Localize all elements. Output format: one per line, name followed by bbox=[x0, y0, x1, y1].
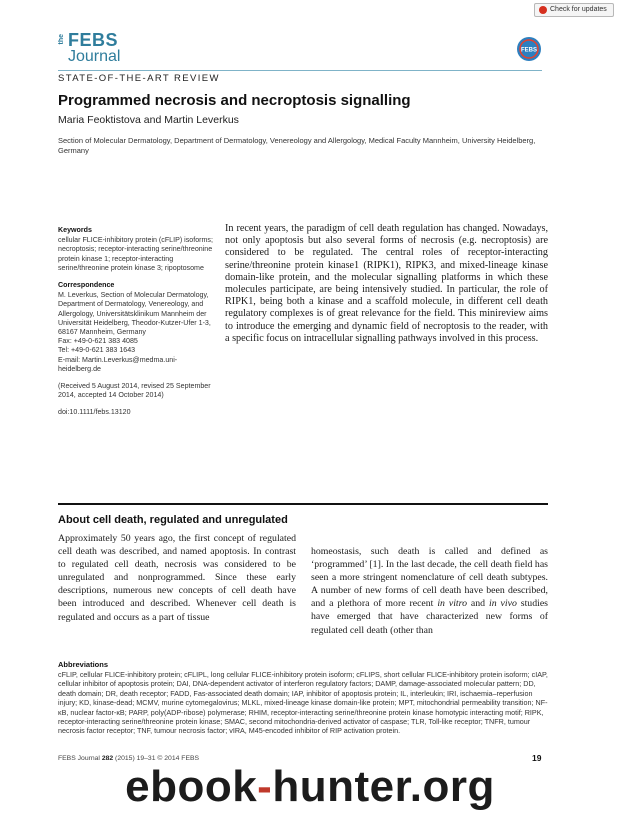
correspondence-address: M. Leverkus, Section of Molecular Dermatology, Department of Dermatology, Venereology, and Allergology, Universitätsklinikum Mannheim der Universität Heidelberg, Theodor-Kutzer-Ufer 1-3, 68167 Mannheim, Germany bbox=[58, 291, 211, 337]
body-column-right bbox=[311, 545, 548, 637]
logo-journal: Journal bbox=[68, 48, 121, 65]
article-title: Programmed necrosis and necroptosis signalling bbox=[58, 92, 411, 109]
body-right-part-b: and bbox=[467, 598, 489, 610]
body-right-italic-in-vitro: in vitro bbox=[437, 598, 468, 610]
correspondence-email[interactable]: E-mail: Martin.Leverkus@medma.uni-heidelberg.de bbox=[58, 355, 178, 373]
doi-link[interactable]: doi:10.1111/febs.13120 bbox=[58, 408, 131, 417]
check-for-updates-label: Check for updates bbox=[550, 6, 607, 13]
footer-journal: FEBS Journal bbox=[58, 755, 102, 762]
watermark-dash: - bbox=[257, 762, 273, 811]
header-divider bbox=[58, 70, 542, 71]
footer-volume: 282 bbox=[101, 755, 114, 762]
article-affiliation: Section of Molecular Dermatology, Department of Dermatology, Venereology and Allergology, Medical Faculty Mannheim, University Heidelberg, Germany bbox=[58, 136, 536, 155]
update-icon bbox=[539, 6, 547, 14]
section-heading: About cell death, regulated and unregulated bbox=[58, 514, 288, 526]
article-sidebar bbox=[58, 226, 218, 418]
footer-rest: (2015) 19–31 © 2014 FEBS bbox=[113, 755, 200, 762]
logo-febs: FEBS bbox=[68, 30, 119, 50]
body-right-part-c: studies have emerged that have characterized new forms of regulated cell death (other than bbox=[311, 598, 548, 636]
body-right-italic-in-vivo: in vivo bbox=[489, 598, 517, 610]
abstract-text: In recent years, the paradigm of cell death regulation has changed. Nowadays, not only apoptosis but also several forms of necrosis (e.g. necroptosis) are considered to be regulated. The central roles of receptor-interacting serine/threonine protein kinase1 (RIPK1), RIPK3, and mixed-lineage kinase domain-like protein, and the molecular signalling platforms in which these molecules participate, are being intensively studied. In particular, the role of RIPK1, being both a kinase and a scaffold molecule, in different cell death regulatory complexes is of great relevance for the field. This minireview aims to introduce the emerging and dynamic field of necroptosis to the reader, with a specific focus on intracellular signalling pathways involved in this process. bbox=[225, 223, 548, 344]
emblem-label: FEBS bbox=[520, 47, 538, 54]
section-divider bbox=[58, 503, 548, 505]
body-right-part-a: homeostasis, such death is called and defined as ‘programmed’ [1]. In the last decade, the cell death field has seen a more stringent nomenclature of cell death subtypes. A number of new forms of cell death have been described, and a plethora of more recent bbox=[311, 546, 548, 610]
abbreviations-heading: Abbreviations bbox=[58, 660, 109, 669]
watermark-right: hunter.org bbox=[272, 762, 495, 811]
footer-citation bbox=[58, 755, 199, 762]
article-authors: Maria Feoktistova and Martin Leverkus bbox=[58, 114, 239, 126]
logo-the: the bbox=[58, 34, 65, 45]
keywords-text: cellular FLICE-inhibitory protein (cFLIP) isoforms; necroptosis; receptor-interacting serine/threonine protein kinase 1; receptor-interacting serine/threonine protein kinase 3; ripoptosome bbox=[58, 236, 213, 272]
febs-journal-logo[interactable] bbox=[58, 32, 128, 68]
check-for-updates-button[interactable] bbox=[534, 3, 614, 17]
article-type: STATE-OF-THE-ART REVIEW bbox=[58, 73, 220, 84]
abbreviations-text: cFLIP, cellular FLICE-inhibitory protein; cFLIPL, long cellular FLICE-inhibitory protein isoform; cFLIPS, short cellular FLICE-inhibitory protein isoform; cIAP, cellular inhibitor of apoptosis protein; DAI, DNA-dependent activator of interferon regulatory factors; DAMP, damage-associated molecular pattern; DD, death domain; DR, death receptor; FADD, Fas-associated death domain; IAP, inhibitor of apoptosis protein; IL, interleukin; IRI, ischaemia–reperfusion injury; KD, kinase-dead; MCMV, murine cytomegalovirus; MLKL, mixed-lineage kinase domain-like protein; MPT, mitochondrial permeability transition; NF-κB, nuclear factor-κB; PARP, poly(ADP-ribose) polymerase; RHIM, receptor-interacting serine/threonine protein kinase homotypic interacting motif; RIPK, receptor-interacting serine/threonine protein kinase; SMAC, second mitochondria-derived activator of caspase; TLR, Toll-like receptor; TNFR, tumour necrosis factor receptor; TNF, tumour necrosis factor; vIRA, M45-encoded inhibitor of RIP activation protein. bbox=[58, 670, 548, 736]
page-number: 19 bbox=[532, 753, 542, 763]
watermark-left: ebook bbox=[125, 762, 258, 811]
correspondence-fax: Fax: +49-0-621 383 4085 bbox=[58, 337, 138, 346]
correspondence-tel: Tel: +49-0-621 383 1643 bbox=[58, 346, 136, 355]
watermark bbox=[0, 762, 620, 812]
body-column-left: Approximately 50 years ago, the first concept of regulated cell death was described, and named apoptosis. In contrast to regulated cell death, necrosis was considered to be unregulated and nonprogrammed. Since these early descriptions, numerous new concepts of cell death have been introduced and described. Whenever cell death is regulated and occurs as a part of tissue bbox=[58, 533, 296, 623]
received-dates: (Received 5 August 2014, revised 25 September 2014, accepted 14 October 2014) bbox=[58, 382, 211, 400]
correspondence-heading: Correspondence bbox=[58, 281, 115, 290]
keywords-heading: Keywords bbox=[58, 226, 92, 234]
febs-emblem-icon bbox=[516, 36, 542, 62]
